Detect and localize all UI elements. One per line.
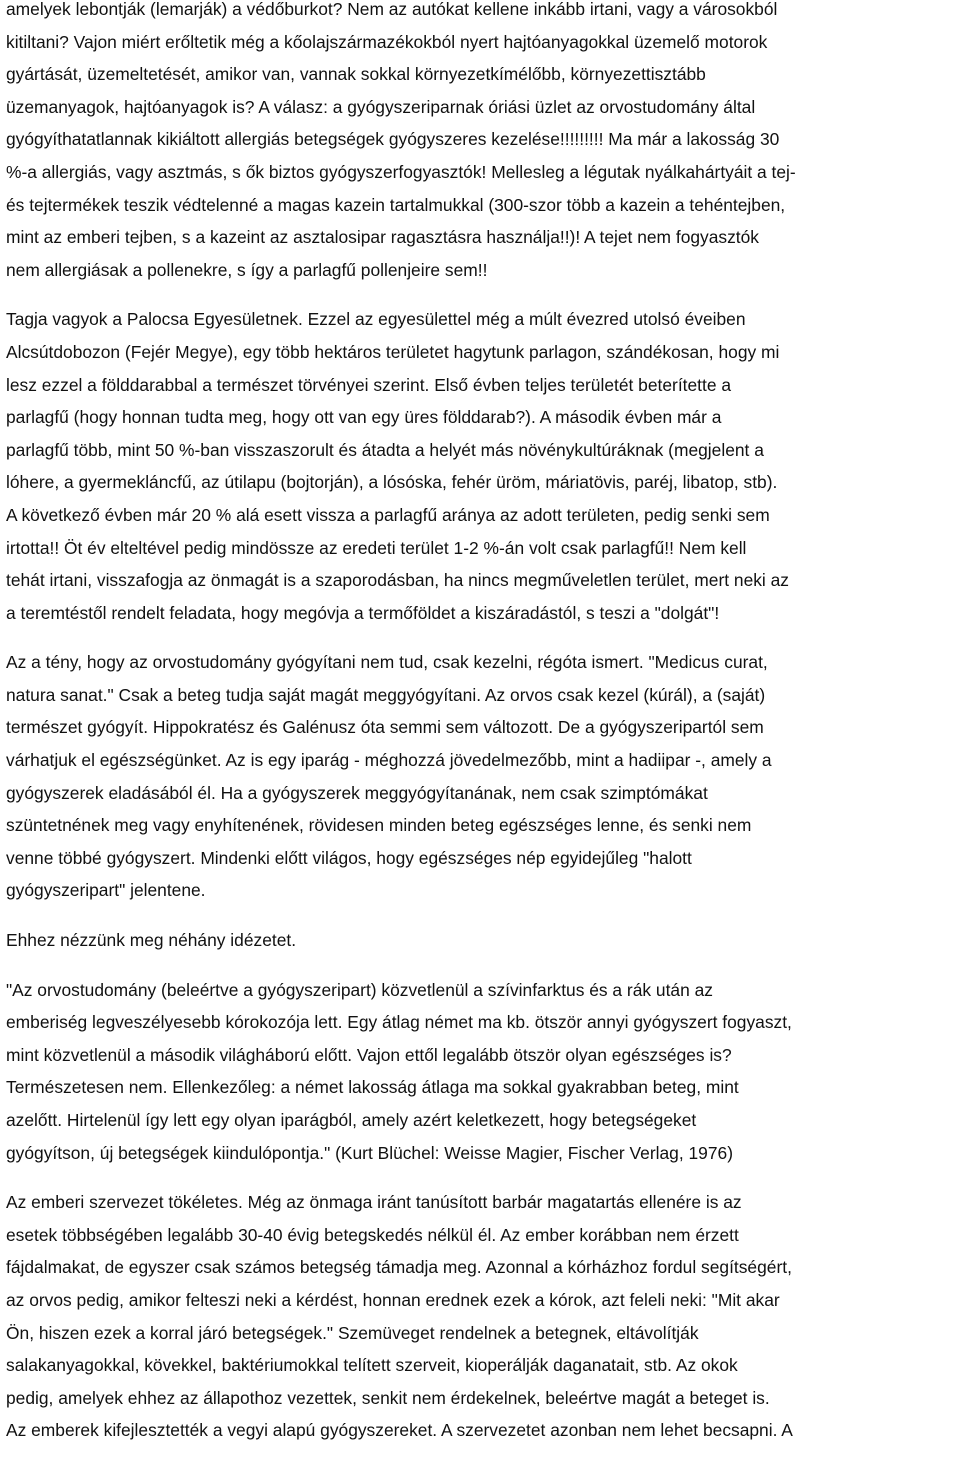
paragraph-human-body: Az emberi szervezet tökéletes. Még az önmaga iránt tanúsított barbár magatartás ellenére is az esetek többségében legalább 30-40 évig betegskedés nélkül él. Az ember korábban nem érzett fájdalmakat, de egyszer csak számos betegség támadja meg. Azonnal a kórházhoz fordul segítségért, az orvos pedig, amikor felteszi neki a kérdést, honnan erednek ezek a kórok, azt feleli neki: "Mit akar Ön, hiszen ezek a korral járó betegségek." Szemüveget rendelnek a betegnek, eltávolítják salakanyagokkal, kövekkel, baktériumokkal telített szerveit, kioperálják daganatait, stb. Az okok pedig, amelyek ehhez az állapothoz vezettek, senkit nem érdekelnek, beleértve magát a beteget is. Az emberek kifejlesztették a vegyi alapú gyógyszereket. A szervezetet azonban nem lehet becsapni. A [6,1192,793,1441]
paragraph-gap [6,957,958,974]
paragraph-allergy: amelyek lebontják (lemarják) a védőburkot? Nem az autókat kellene inkább irtani, vagy a városokból kitiltani? Vajon miért erőltetik még a kőolajszármazékokból nyert hajtóanyagokkal üzemelő motorok gyártását, üzemeltetését, amikor van, vannak sokkal környezetkímélőbb, környezettisztább üzemanyagok, hajtóanyagok is? A válasz: a gyógyszeriparnak óriási üzlet az orvostudomány által gyógyíthatatlannak kikiáltott allergiás betegségek gyógyszeres kezelése!!!!!!!!! Ma már a lakosság 30 %-a allergiás, vagy asztmás, s ők biztos gyógyszerfogyasztók! Mellesleg a légutak nyálkahártyáit a tej- és tejtermékek teszik védtelenné a magas kazein tartalmukkal (300-szor több a kazein a tehéntejben, mint az emberi tejben, s a kazeint az asztalosipar ragasztásra használja!!)! A tejet nem fogyasztók nem allergiásak a pollenekre, s így a parlagfű pollenjeire sem!! [6,0,796,280]
document-page [6,0,958,1447]
paragraph-quote-bluchel: "Az orvostudomány (beleértve a gyógyszeripart) közvetlenül a szívinfarktus és a rák után az emberiség legveszélyesebb kórokozója lett. Egy átlag német ma kb. ötször annyi gyógyszert fogyaszt, mint közvetlenül a második világháború előtt. Vajon ettől legalább ötször olyan egészséges is? Természetesen nem. Ellenkezőleg: a német lakosság átlaga ma sokkal gyakrabban beteg, mint azelőtt. Hirtelenül így lett egy olyan iparágból, amely azért keletkezett, hogy betegségeket gyógyítson, új betegségek kiindulópontja." (Kurt Blüchel: Weisse Magier, Fischer Verlag, 1976) [6,979,792,1163]
paragraph-palocsa: Tagja vagyok a Palocsa Egyesületnek. Ezzel az egyesülettel még a múlt évezred utolsó éveiben Alcsútdobozon (Fejér Megye), egy több hektáros területet hagytunk parlagon, szándékosan, hogy mi lesz ezzel a földdarabbal a természet törvényei szerint. Első évben teljes területét beterítette a parlagfű (hogy honnan tudta meg, hogy ott van egy üres földdarab?). A második évben már a parlagfű több, mint 50 %-ban visszaszorult és átadta a helyét más növénykultúráknak (megjelent a lóhere, a gyermekláncfű, az útilapu (bojtorján), a lósóska, fehér üröm, máriatövis, paréj, libatop, stb). A következő évben már 20 % alá esett vissza a parlagfű aránya az adott területen, pedig senki sem irtotta!! Öt év elteltével pedig mindössze az eredeti terület 1-2 %-án volt csak parlagfű!! Nem kell tehát irtani, visszafogja az önmagát is a szaporodásban, ha nincs megműveletlen terület, mert neki az a teremtéstől rendelt feladata, hogy megóvja a termőföldet a kiszáradástól, s teszi a "dolgát"! [6,309,789,623]
paragraph-medicine: Az a tény, hogy az orvostudomány gyógyítani nem tud, csak kezelni, régóta ismert. "Medicus curat, natura sanat." Csak a beteg tudja saját magát meggyógyítani. Az orvos csak kezel (kúrál), a (saját) természet gyógyít. Hippokratész és Galénusz óta semmi sem változott. De a gyógyszeripartól sem várhatjuk el egészségünket. Az is egy iparág - méghozzá jövedelmezőbb, mint a hadiipar -, amely a gyógyszerek eladásából él. Ha a gyógyszerek meggyógyítanának, nem csak szimptómákat szüntetnének meg vagy enyhítenének, rövidesen minden beteg egészséges lenne, és senki nem venne többé gyógyszert. Mindenki előtt világos, hogy egészséges nép egyidejűleg "halott gyógyszeripart" jelentene. [6,652,772,901]
paragraph-gap [6,1169,958,1186]
paragraph-quotes-intro: Ehhez nézzünk meg néhány idézetet. [6,930,297,951]
paragraph-gap [6,907,958,924]
paragraph-gap [6,286,958,303]
paragraph-gap [6,629,958,646]
